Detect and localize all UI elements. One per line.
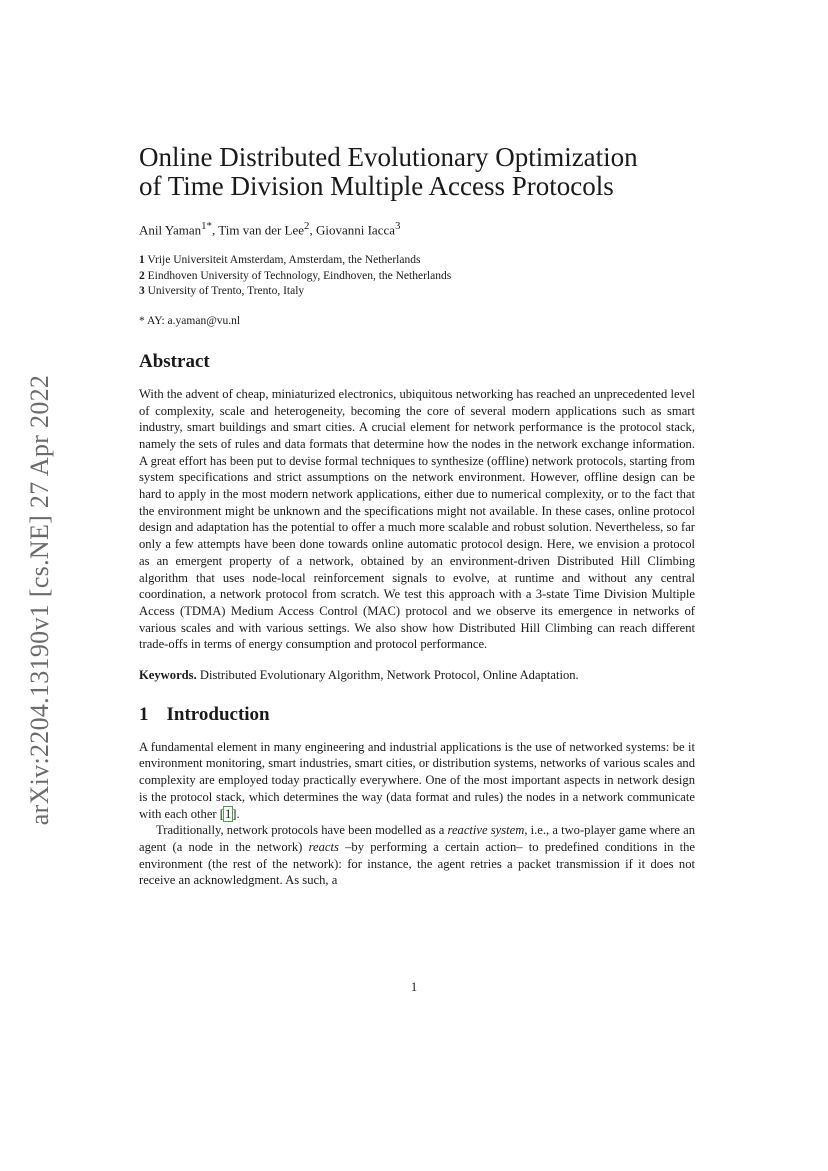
author-name: Giovanni Iacca — [315, 222, 396, 238]
affiliation-item: 3 University of Trento, Trento, Italy — [139, 285, 305, 298]
abstract-heading: Abstract — [139, 350, 210, 372]
section-heading-introduction — [139, 704, 695, 726]
page-number: 1 — [410, 980, 418, 994]
keywords — [139, 667, 695, 684]
abstract-text: With the advent of cheap, miniaturized electronics, ubiquitous networking has reached an unprecedented level of complexity, scale and heterogeneity, becoming the core of several modern applications such as smart industry, smart buildings and smart cities. A crucial element for network performance is the protocol stack, namely the sets of rules and data formats that determine how the nodes in the network exchange information. A great effort has been put to devise formal techniques to synthesize (offline) network protocols, starting from system specifications and strict assumptions on the network environment. However, offline design can be hard to apply in the most modern network applications, either due to numerical complexity, or to the fact that the environment might be unknown and the specifications might not available. In these cases, online protocol design and adaptation has the potential to offer a much more scalable and robust solution. Nevertheless, so far only a few attempts have been done towards online automatic protocol design. Here, we envision a protocol as an emergent property of a network, obtained by an environment-driven Distributed Hill Climbing algorithm that uses node-local reinforcement signals to evolve, at runtime and without any central coordination, a network protocol from scratch. We test this approach with a 3-state Time Division Multiple Access (TDMA) Medium Access Control (MAC) protocol and we observe its emergence in networks of various scales and with various settings. We also show how Distributed Hill Climbing can reach different trade-offs in terms of energy consumption and protocol performance. — [139, 386, 695, 652]
corresponding-author-mark: * — [206, 220, 212, 232]
title-line-1: Online Distributed Evolutionary Optimization — [139, 142, 638, 172]
author-name: Anil Yaman — [139, 222, 202, 238]
paper-title — [139, 143, 699, 201]
intro-paragraph-1: A fundamental element in many engineering and industrial applications is the use of networked systems: be it environment monitoring, smart industries, smart cities, or distribution systems, networks of various scales and complexity are employed today practically everywhere. One of the most important aspects in network design is the protocol stack, which determines the way (data format and rules) the nodes in a network communicate with each other [1]. — [139, 739, 695, 821]
author-affiliation-mark: 2 — [304, 220, 310, 232]
contact-email: * AY: a.yaman@vu.nl — [139, 314, 241, 327]
paper-content — [139, 143, 695, 889]
section-number: 1 — [139, 703, 149, 725]
emphasis-reactive-system: reactive system — [447, 823, 525, 838]
author-affiliation-mark: 3 — [395, 220, 401, 232]
author-name: Tim van der Lee — [218, 222, 305, 238]
keywords-label: Keywords. — [139, 668, 197, 683]
affiliation-list — [139, 253, 695, 300]
affiliation-item: 1 Vrije Universiteit Amsterdam, Amsterdam, the Netherlands — [139, 254, 421, 267]
section-title: Introduction — [166, 703, 270, 725]
emphasis-reacts: reacts — [308, 840, 339, 854]
title-line-2: of Time Division Multiple Access Protocols — [139, 171, 614, 201]
keywords-text: Distributed Evolutionary Algorithm, Network Protocol, Online Adaptation. — [199, 668, 579, 683]
affiliation-item: 2 Eindhoven University of Technology, Eindhoven, the Netherlands — [139, 269, 452, 282]
citation-link[interactable]: 1 — [224, 806, 232, 821]
arxiv-identifier: arXiv:2204.13190v1 [cs.NE] 27 Apr 2022 — [25, 374, 54, 826]
author-list: Anil Yaman$^{1*}$, Tim van der Lee$^2$, Giovanni Iacca$^3$ — [139, 220, 401, 238]
intro-paragraph-2: Traditionally, network protocols have been modelled as a reactive system, i.e., a two-player game where an agent (a node in the network) reacts –by performing a certain action– to predefined conditions in the environment (the rest of the network): for instance, the agent retries a packet transmission if it does not receive an acknowledgment. As such, a — [139, 823, 696, 888]
author-affiliation-mark: 1 — [201, 220, 207, 232]
